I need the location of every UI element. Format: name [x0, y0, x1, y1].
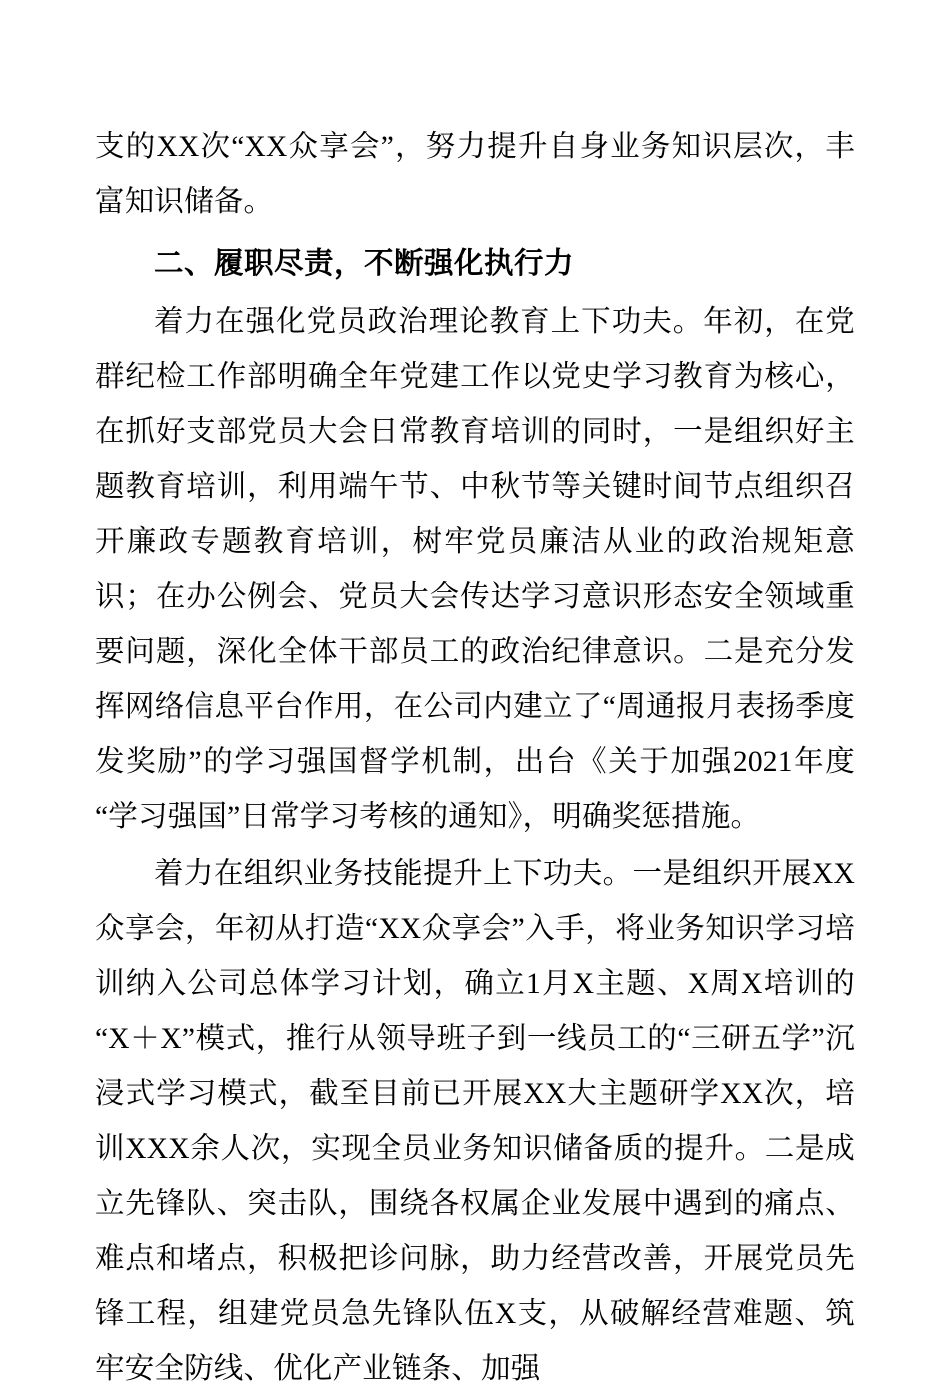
- section-heading-two: 二、履职尽责，不断强化执行力: [154, 247, 575, 280]
- paragraph-continuation: 支的XX次“XX众享会”，努力提升自身业务知识层次，丰富知识储备。: [95, 131, 855, 218]
- document-body: [95, 120, 855, 1397]
- paragraph-business-skills: 着力在组织业务技能提升上下功夫。一是组织开展XX众享会，年初从打造“XX众享会”入手，将业务知识学习培训纳入公司总体学习计划，确立1月X主题、X周X培训的“X＋X”模式，推行从领导班子到一线员工的“三研五学”沉浸式学习模式，截至目前已开展XX大主题研学XX次，培训XXX余人次，实现全员业务知识储备质的提升。二是成立先锋队、突击队，围绕各权属企业发展中遇到的痛点、难点和堵点，积极把诊问脉，助力经营改善，开展党员先锋工程，组建党员急先锋队伍X支，从破解经营难题、筑牢安全防线、优化产业链条、加强: [95, 858, 855, 1385]
- paragraph-political-theory: 着力在强化党员政治理论教育上下功夫。年初，在党群纪检工作部明确全年党建工作以党史学习教育为核心，在抓好支部党员大会日常教育培训的同时，一是组织好主题教育培训，利用端午节、中秋节等关键时间节点组织召开廉政专题教育培训，树牢党员廉洁从业的政治规矩意识；在办公例会、党员大会传达学习意识形态安全领域重要问题，深化全体干部员工的政治纪律意识。二是充分发挥网络信息平台作用，在公司内建立了“周通报月表扬季度发奖励”的学习强国督学机制，出台《关于加强2021年度“学习强国”日常学习考核的通知》，明确奖惩措施。: [95, 306, 855, 833]
